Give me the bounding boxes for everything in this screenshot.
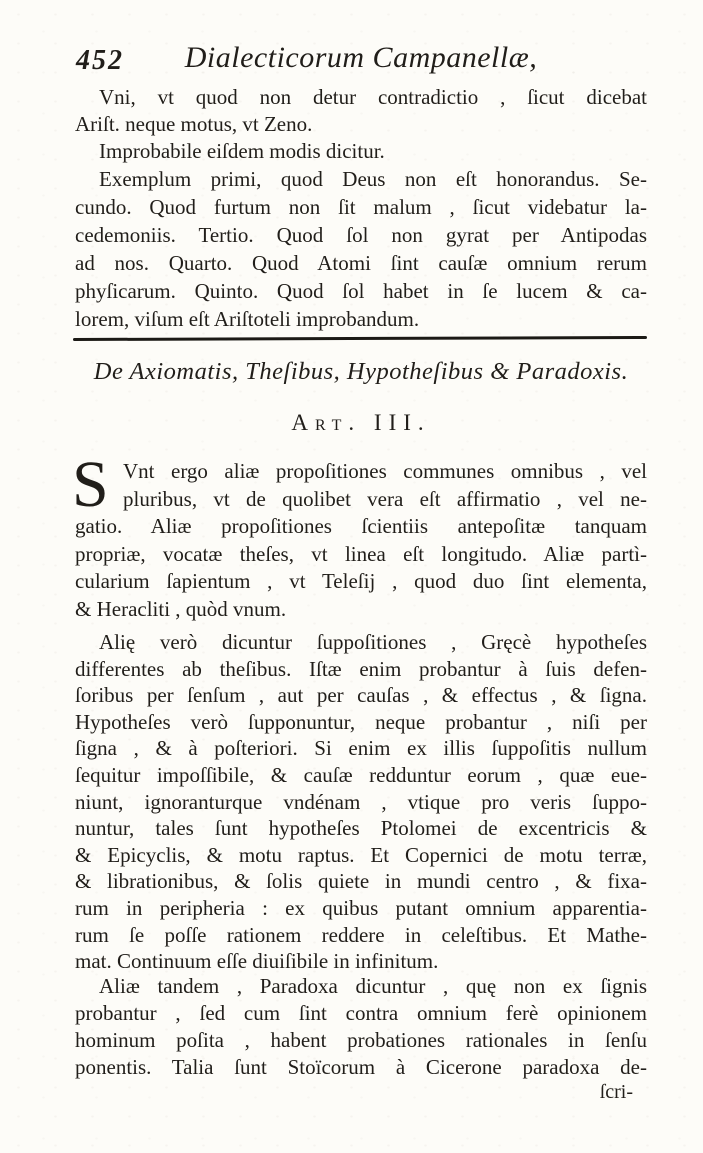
text-line: gatio. Aliæ propoſitiones ſcientiis antepoſitæ tanquam <box>75 514 647 538</box>
text-line: Vni, vt quod non detur contradictio , ſicut dicebat <box>99 85 647 109</box>
article-heading: Art. III. <box>291 410 431 435</box>
paragraph-suppositiones <box>75 629 647 975</box>
running-title: Dialecticorum Campanellæ, <box>184 41 538 74</box>
text-line: cularium ſapientum , vt Teleſij , quod duo ſint elementa, <box>75 569 647 593</box>
section-heading: De Axiomatis, Theſibus, Hypotheſibus & Paradoxis. <box>93 358 629 385</box>
text-line: lorem, viſum eſt Ariſtoteli improbandum. <box>75 307 420 331</box>
text-line: phyſicarum. Quinto. Quod ſol habet in ſe lucem & ca- <box>75 279 647 303</box>
text-line: & Epicyclis, & motu raptus. Et Copernici de motu terræ, <box>75 842 647 867</box>
text-line: mat. Continuum eſſe diuiſibile in infinitum. <box>75 949 439 974</box>
text-line: rum ſe poſſe rationem reddere in celeſtibus. Et Mathe- <box>75 922 647 947</box>
catchword: ſcri- <box>599 1081 633 1103</box>
text-line: Vnt ergo aliæ propoſitiones communes omnibus , vel <box>123 459 647 483</box>
text-line: Exemplum primi, quod Deus non eſt honorandus. Se- <box>99 167 647 191</box>
text-line: nuntur, tales ſunt hypotheſes Ptolomei de excentricis & <box>75 816 647 841</box>
text-line: cedemoniis. Tertio. Quod ſol non gyrat per Antipodas <box>75 223 647 247</box>
text-line: ad nos. Quarto. Quod Atomi ſint cauſæ omnium rerum <box>75 251 647 275</box>
paragraph-exemplum <box>75 165 647 333</box>
text-line: Alię verò dicuntur ſuppoſitiones , Gręcè hypotheſes <box>99 630 647 654</box>
paragraph-sunt-ergo <box>75 458 647 623</box>
text-line: hominum poſita , habent probationes rationales in ſenſu <box>75 1028 647 1052</box>
text-line: ſequitur impoſſibile, & cauſæ redduntur eorum , quæ eue- <box>75 762 647 787</box>
text-line: Aliæ tandem , Paradoxa dicuntur , quę non ex ſignis <box>99 974 647 998</box>
text-line: propriæ, vocatæ theſes, vt linea eſt longitudo. Aliæ partì- <box>75 541 647 566</box>
text-line: differentes ab theſibus. Iſtæ enim probantur à ſuis defen- <box>75 656 647 681</box>
text-line: pluribus, vt de quolibet vera eſt affirmatio , vel ne- <box>123 486 647 511</box>
paragraph-paradoxa <box>75 973 647 1081</box>
text-line: cundo. Quod furtum non ſit malum , ſicut videbatur la- <box>75 195 647 219</box>
text-line: Improbabile eiſdem modis dicitur. <box>99 139 385 163</box>
text-line: rum in peripheria : ex quibus putant omnium apparentia- <box>75 895 647 920</box>
text-line: niunt, ignoranturque vndénam , vtique pro veris ſuppo- <box>75 789 647 814</box>
drop-cap-letter: S <box>72 448 109 521</box>
text-line: & Heracliti , quòd vnum. <box>75 596 287 621</box>
paragraph-improbabile <box>75 138 647 165</box>
text-line: ſigna , & à poſteriori. Si enim ex illis ſuppoſitis nullum <box>75 736 647 761</box>
text-line: Ariſt. neque motus, vt Zeno. <box>75 112 313 136</box>
page-number: 452 <box>76 45 124 76</box>
text-line: ponentis. Talia ſunt Stoïcorum à Cicerone paradoxa de- <box>75 1055 647 1079</box>
text-line: ſoribus per ſenſum , aut per cauſas , & effectus , & ſigna. <box>75 683 647 708</box>
text-line: Hypotheſes verò ſupponuntur, neque probantur , niſi per <box>75 709 647 734</box>
paragraph-uni <box>75 84 647 138</box>
divider-rule <box>73 336 647 341</box>
text-line: & librationibus, & ſolis quiete in mundi centro , & fixa- <box>75 869 647 894</box>
text-line: probantur , ſed cum ſint contra omnium ferè opinionem <box>75 1001 647 1025</box>
